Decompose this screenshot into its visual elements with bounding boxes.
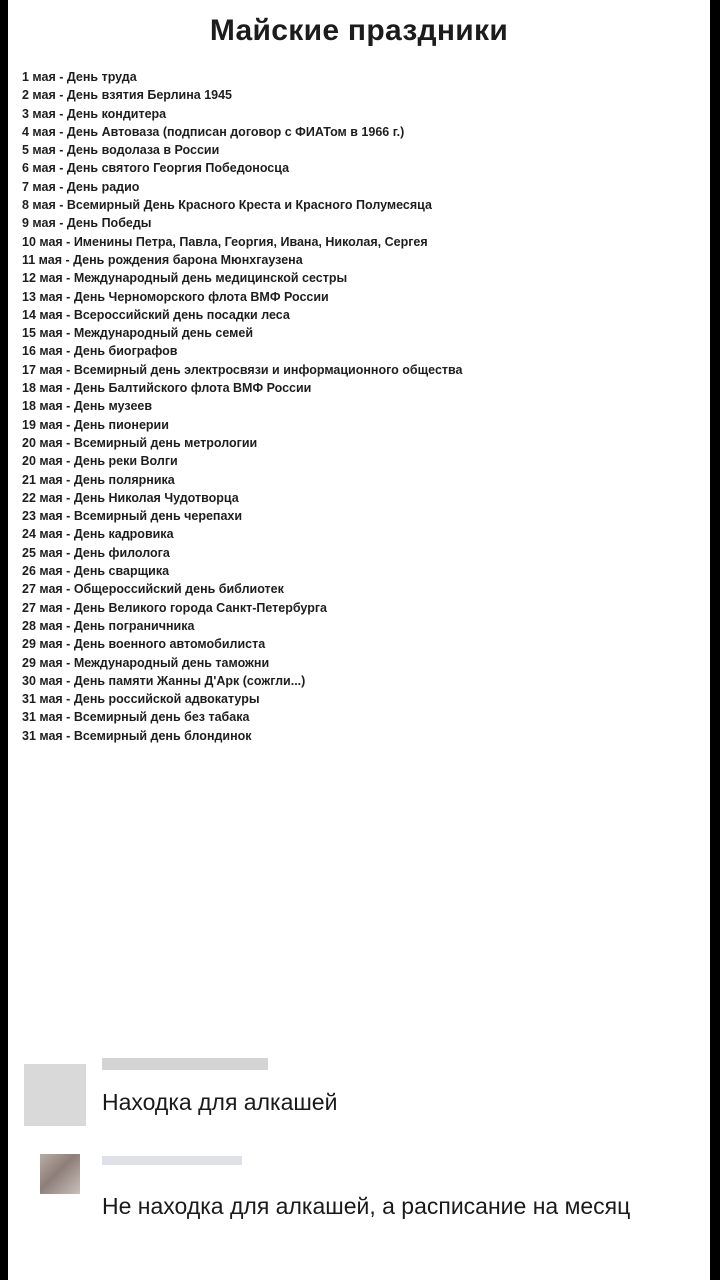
holiday-item: 27 мая - Общероссийский день библиотек: [22, 582, 284, 597]
holiday-item: 29 мая - Международный день таможни: [22, 655, 270, 670]
holiday-item: 20 мая - День реки Волги: [22, 454, 178, 469]
comment-text: Находка для алкашей: [102, 1089, 338, 1115]
holiday-item: 5 мая - День водолаза в России: [22, 143, 220, 158]
avatar[interactable]: [24, 1064, 86, 1126]
holiday-item: 7 мая - День радио: [22, 179, 140, 194]
avatar[interactable]: [40, 1154, 80, 1194]
holiday-item: 27 мая - День Великого города Санкт-Петербурга: [22, 600, 327, 615]
holiday-item: 28 мая - День пограничника: [22, 618, 195, 633]
holiday-item: 17 мая - Всемирный день электросвязи и информационного общества: [22, 362, 463, 377]
holiday-item: 19 мая - День пионерии: [22, 417, 169, 432]
holiday-item: 1 мая - День труда: [22, 70, 137, 84]
holiday-item: 3 мая - День кондитера: [22, 106, 167, 121]
holiday-item: 29 мая - День военного автомобилиста: [22, 637, 266, 652]
holiday-item: 20 мая - Всемирный день метрологии: [22, 435, 258, 450]
holiday-item: 4 мая - День Автоваза (подписан договор с ФИАТом в 1966 г.): [22, 124, 405, 139]
holiday-item: 22 мая - День Николая Чудотворца: [22, 490, 239, 505]
holiday-item: 18 мая - День музеев: [22, 399, 153, 414]
holiday-item: 16 мая - День биографов: [22, 344, 178, 359]
holiday-item: 2 мая - День взятия Берлина 1945: [22, 88, 233, 103]
holiday-item: 31 мая - Всемирный день блондинок: [22, 728, 252, 743]
post-title: Майские праздники: [209, 14, 509, 47]
holiday-item: 24 мая - День кадровика: [22, 527, 174, 542]
holiday-item: 9 мая - День Победы: [22, 216, 152, 231]
holiday-item: 31 мая - Всемирный день без табака: [22, 710, 250, 725]
holiday-item: 14 мая - Всероссийский день посадки леса: [22, 307, 290, 322]
author-name-redacted[interactable]: [102, 1058, 268, 1070]
holiday-item: 11 мая - День рождения барона Мюнхгаузена: [22, 252, 303, 267]
holiday-item: 30 мая - День памяти Жанны Д'Арк (сожгли...): [22, 673, 306, 688]
author-name-redacted[interactable]: [102, 1156, 242, 1165]
holiday-item: 12 мая - Международный день медицинской сестры: [22, 271, 348, 286]
holiday-item: 21 мая - День полярника: [22, 472, 175, 487]
holiday-item: 6 мая - День святого Георгия Победоносца: [22, 161, 290, 176]
holiday-item: 13 мая - День Черноморского флота ВМФ России: [22, 289, 329, 304]
comment-text: Не находка для алкашей, а расписание на месяц: [102, 1193, 631, 1219]
holiday-item: 10 мая - Именины Петра, Павла, Георгия, Ивана, Николая, Сергея: [22, 234, 428, 249]
holiday-item: 25 мая - День филолога: [22, 545, 170, 560]
holiday-item: 26 мая - День сварщика: [22, 564, 170, 579]
holiday-item: 15 мая - Международный день семей: [22, 326, 254, 341]
holiday-item: 18 мая - День Балтийского флота ВМФ России: [22, 381, 312, 396]
holiday-item: 31 мая - День российской адвокатуры: [22, 692, 260, 707]
holiday-item: 23 мая - Всемирный день черепахи: [22, 509, 243, 524]
holiday-list: [22, 68, 704, 745]
holiday-item: 8 мая - Всемирный День Красного Креста и Красного Полумесяца: [22, 198, 432, 213]
post-screenshot: [8, 0, 710, 1280]
